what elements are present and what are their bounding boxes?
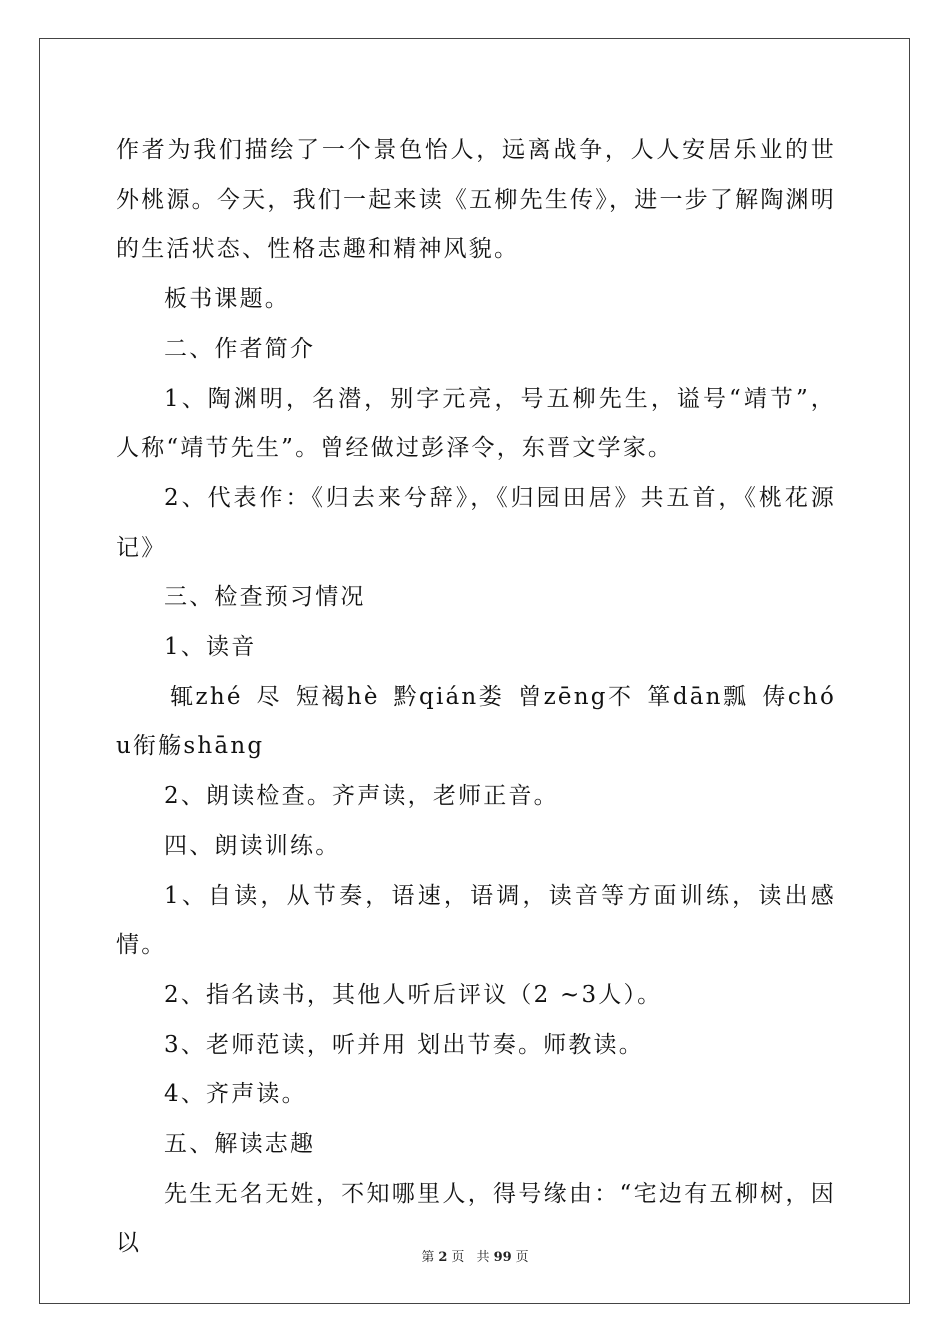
paragraph-reading-check: 2、朗读检查。齐声读，老师正音。 bbox=[164, 783, 559, 810]
page-footer bbox=[0, 1246, 950, 1265]
footer-page-number: 2 bbox=[438, 1250, 448, 1265]
section-heading-author: 二、作者简介 bbox=[164, 335, 316, 362]
paragraph-author-bio: 1、陶渊明，名潜，别字元亮，号五柳先生，谥号“靖节”，人称“靖节先生”。曾经做过彭泽令，东晋文学家。 bbox=[116, 385, 836, 462]
footer-total-pages: 99 bbox=[493, 1250, 512, 1265]
section-heading-reading-training: 四、朗读训练。 bbox=[164, 832, 341, 859]
paragraph-named-reading: 2、指名读书，其他人听后评议（2 ~3人）。 bbox=[164, 981, 663, 1008]
paragraph-chorus-reading: 4、齐声读。 bbox=[164, 1081, 307, 1108]
paragraph-works: 2、代表作：《归去来兮辞》，《归园田居》共五首，《桃花源记》 bbox=[116, 484, 836, 561]
subheading-pronunciation: 1、读音 bbox=[164, 634, 257, 661]
paragraph-name-origin: 先生无名无姓，不知哪里人，得号缘由：“宅边有五柳树，因以 bbox=[116, 1180, 836, 1257]
section-heading-interpretation: 五、解读志趣 bbox=[164, 1131, 316, 1158]
document-body bbox=[116, 126, 836, 1269]
footer-total-label: 共 99 页 bbox=[476, 1250, 529, 1265]
section-heading-preview: 三、检查预习情况 bbox=[164, 584, 366, 611]
paragraph-intro: 作者为我们描绘了一个景色怡人，远离战争，人人安居乐业的世外桃源。今天，我们一起来读《五柳先生传》，进一步了解陶渊明的生活状态、性格志趣和精神风貌。 bbox=[116, 137, 836, 263]
paragraph-board-title: 板书课题。 bbox=[164, 286, 290, 313]
footer-page-label: 第 2 页 bbox=[421, 1250, 465, 1265]
paragraph-pinyin: 辄zhé 尽 短褐hè 黔qián娄 曾zēng不 箪dān瓢 俦chóu衔觞shāng bbox=[116, 683, 836, 760]
paragraph-teacher-reading: 3、老师范读，听并用 划出节奏。师教读。 bbox=[164, 1031, 644, 1058]
paragraph-self-reading: 1、自读，从节奏，语速，语调，读音等方面训练，读出感情。 bbox=[116, 882, 836, 959]
